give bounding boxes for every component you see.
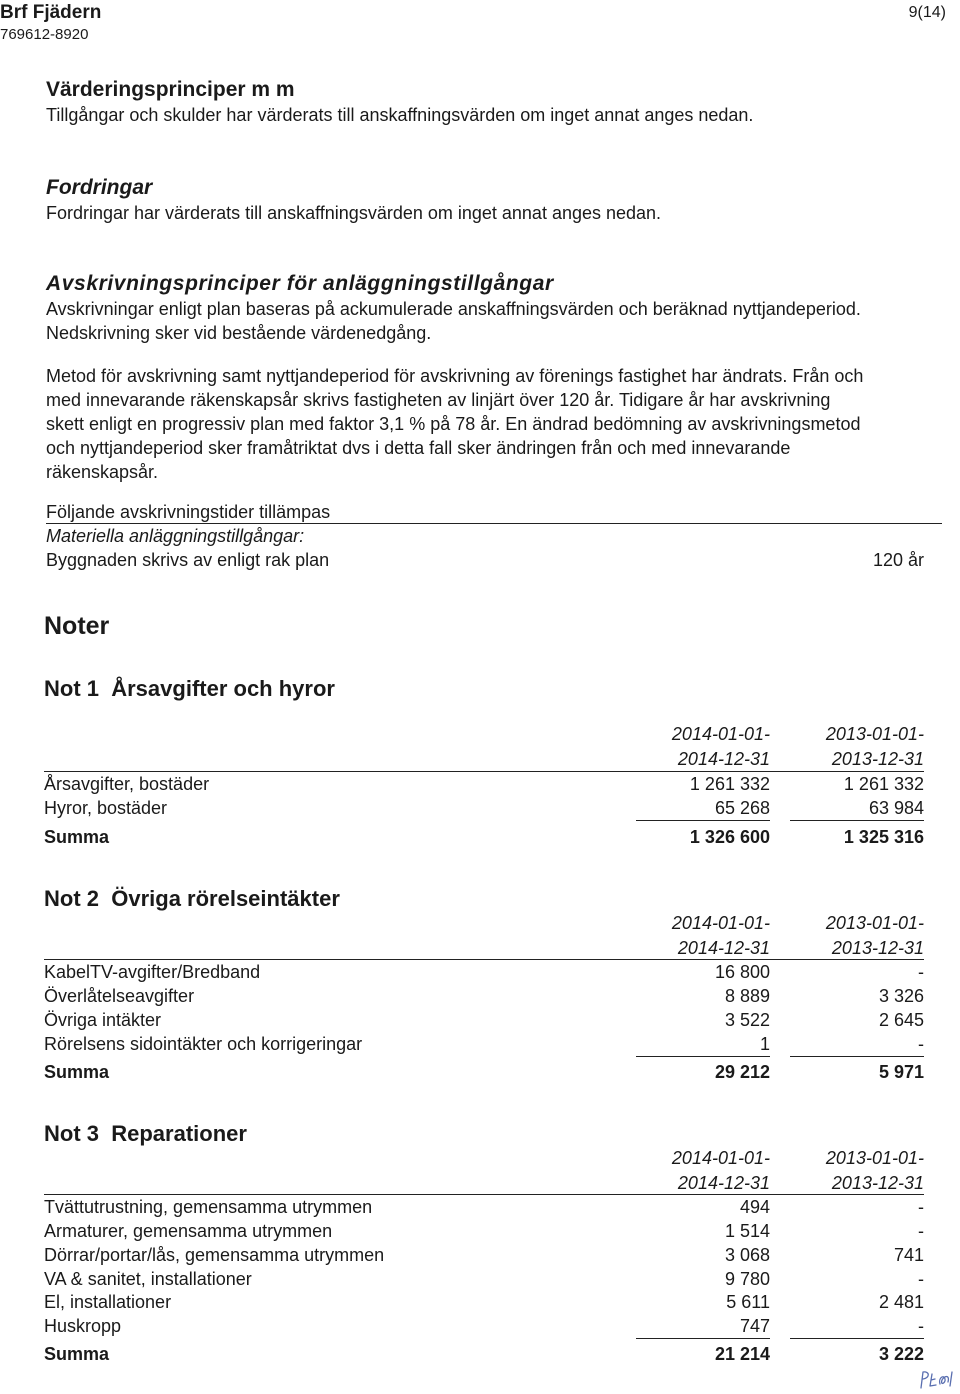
organization-name: Brf Fjädern [0, 2, 102, 23]
note-number: Not 2 [44, 886, 99, 911]
note-number: Not 3 [44, 1121, 99, 1146]
table-row: VA & sanitet, installationer 9 780 - [44, 1269, 924, 1289]
note-1-title [44, 676, 335, 702]
sum-row: Summa 21 214 3 222 [44, 1344, 924, 1364]
text-line: Metod för avskrivning samt nyttjandeperiod för avskrivning av förenings fastighet har ändrats. Från och [46, 366, 864, 386]
text-line: med innevarande räkenskapsår skrivs fastigheten av linjärt över 120 år. Tidigare år har avskrivning [46, 390, 831, 410]
table-row: Hyror, bostäder 65 268 63 984 [44, 798, 924, 818]
note-name: Övriga rörelseintäkter [111, 886, 340, 911]
period-1-start: 2014-01-01- [671, 1148, 770, 1168]
sum-row: Summa 29 212 5 971 [44, 1062, 924, 1082]
receivables-heading: Fordringar [46, 176, 153, 199]
period-1-end: 2014-12-31 [677, 1173, 770, 1193]
period-2-end: 2013-12-31 [831, 938, 924, 958]
text-line: räkenskapsår. [46, 462, 159, 482]
period-1-end: 2014-12-31 [677, 749, 770, 769]
period-header-row [44, 1171, 924, 1195]
note-name: Reparationer [111, 1121, 247, 1146]
note-number: Not 1 [44, 676, 99, 701]
table-row: El, installationer 5 611 2 481 [44, 1292, 924, 1312]
period-2-start: 2013-01-01- [825, 913, 924, 933]
sum-line [790, 1338, 924, 1339]
schedule-subheading: Materiella anläggningstillgångar: [46, 526, 305, 546]
table-row: KabelTV-avgifter/Bredband 16 800 - [44, 962, 924, 982]
table-row: Huskropp 747 - [44, 1316, 924, 1336]
sum-line [636, 820, 770, 821]
depreciation-paragraph-2 [46, 364, 863, 484]
receivables-text: Fordringar har värderats till anskaffningsvärden om inget annat anges nedan. [46, 203, 662, 223]
period-1-end: 2014-12-31 [677, 938, 770, 958]
period-header-row [44, 1146, 924, 1170]
sum-line [636, 1338, 770, 1339]
note-3-title [44, 1121, 247, 1147]
table-row: Övriga intäkter 3 522 2 645 [44, 1010, 924, 1030]
period-header-row [44, 722, 924, 746]
text-line: skett enligt en progressiv plan med faktor 3,1 % på 78 år. En ändrad bedömning av avskrivningsmetod [46, 414, 861, 434]
signature-initials [918, 1368, 958, 1390]
table-row: Tvättutrustning, gemensamma utrymmen 494 - [44, 1197, 924, 1217]
table-row: Armaturer, gemensamma utrymmen 1 514 - [44, 1221, 924, 1241]
sum-line [790, 1056, 924, 1057]
table-row: Överlåtelseavgifter 8 889 3 326 [44, 986, 924, 1006]
sum-line [790, 820, 924, 821]
depreciation-heading: Avskrivningsprinciper för anläggningstillgångar [46, 272, 554, 295]
valuation-heading: Värderingsprinciper m m [46, 78, 295, 101]
note-name: Årsavgifter och hyror [111, 676, 335, 701]
table-row: Årsavgifter, bostäder 1 261 332 1 261 332 [44, 774, 924, 794]
text-line: Nedskrivning sker vid bestående värdenedgång. [46, 323, 432, 343]
period-2-end: 2013-12-31 [831, 1173, 924, 1193]
period-1-start: 2014-01-01- [671, 913, 770, 933]
notes-heading: Noter [44, 612, 110, 640]
text-line: och nyttjandeperiod sker framåtriktat dvs i detta fall sker ändringen från och med innevarande [46, 438, 791, 458]
table-row: Rörelsens sidointäkter och korrigeringar 1 - [44, 1034, 924, 1054]
period-1-start: 2014-01-01- [671, 724, 770, 744]
period-2-start: 2013-01-01- [825, 724, 924, 744]
period-header-row [44, 747, 924, 771]
table-row: Dörrar/portar/lås, gemensamma utrymmen 3 068 741 [44, 1245, 924, 1265]
sum-row: Summa 1 326 600 1 325 316 [44, 827, 924, 847]
schedule-item-label: Byggnaden skrivs av enligt rak plan [46, 550, 330, 570]
depreciation-paragraph-1 [46, 297, 861, 345]
period-2-end: 2013-12-31 [831, 749, 924, 769]
schedule-item-value: 120 år [872, 550, 924, 570]
note-2-title [44, 886, 340, 912]
period-2-start: 2013-01-01- [825, 1148, 924, 1168]
sum-line [636, 1056, 770, 1057]
valuation-text: Tillgångar och skulder har värderats till anskaffningsvärden om inget annat anges nedan. [46, 105, 754, 125]
organization-number: 769612-8920 [0, 26, 89, 43]
schedule-heading: Följande avskrivningstider tillämpas [46, 502, 331, 522]
text-line: Avskrivningar enligt plan baseras på ackumulerade anskaffningsvärden och beräknad nyttjandeperiod. [46, 299, 861, 319]
page-number: 9(14) [908, 4, 946, 21]
period-header-row [44, 911, 924, 935]
period-header-row [44, 936, 924, 960]
